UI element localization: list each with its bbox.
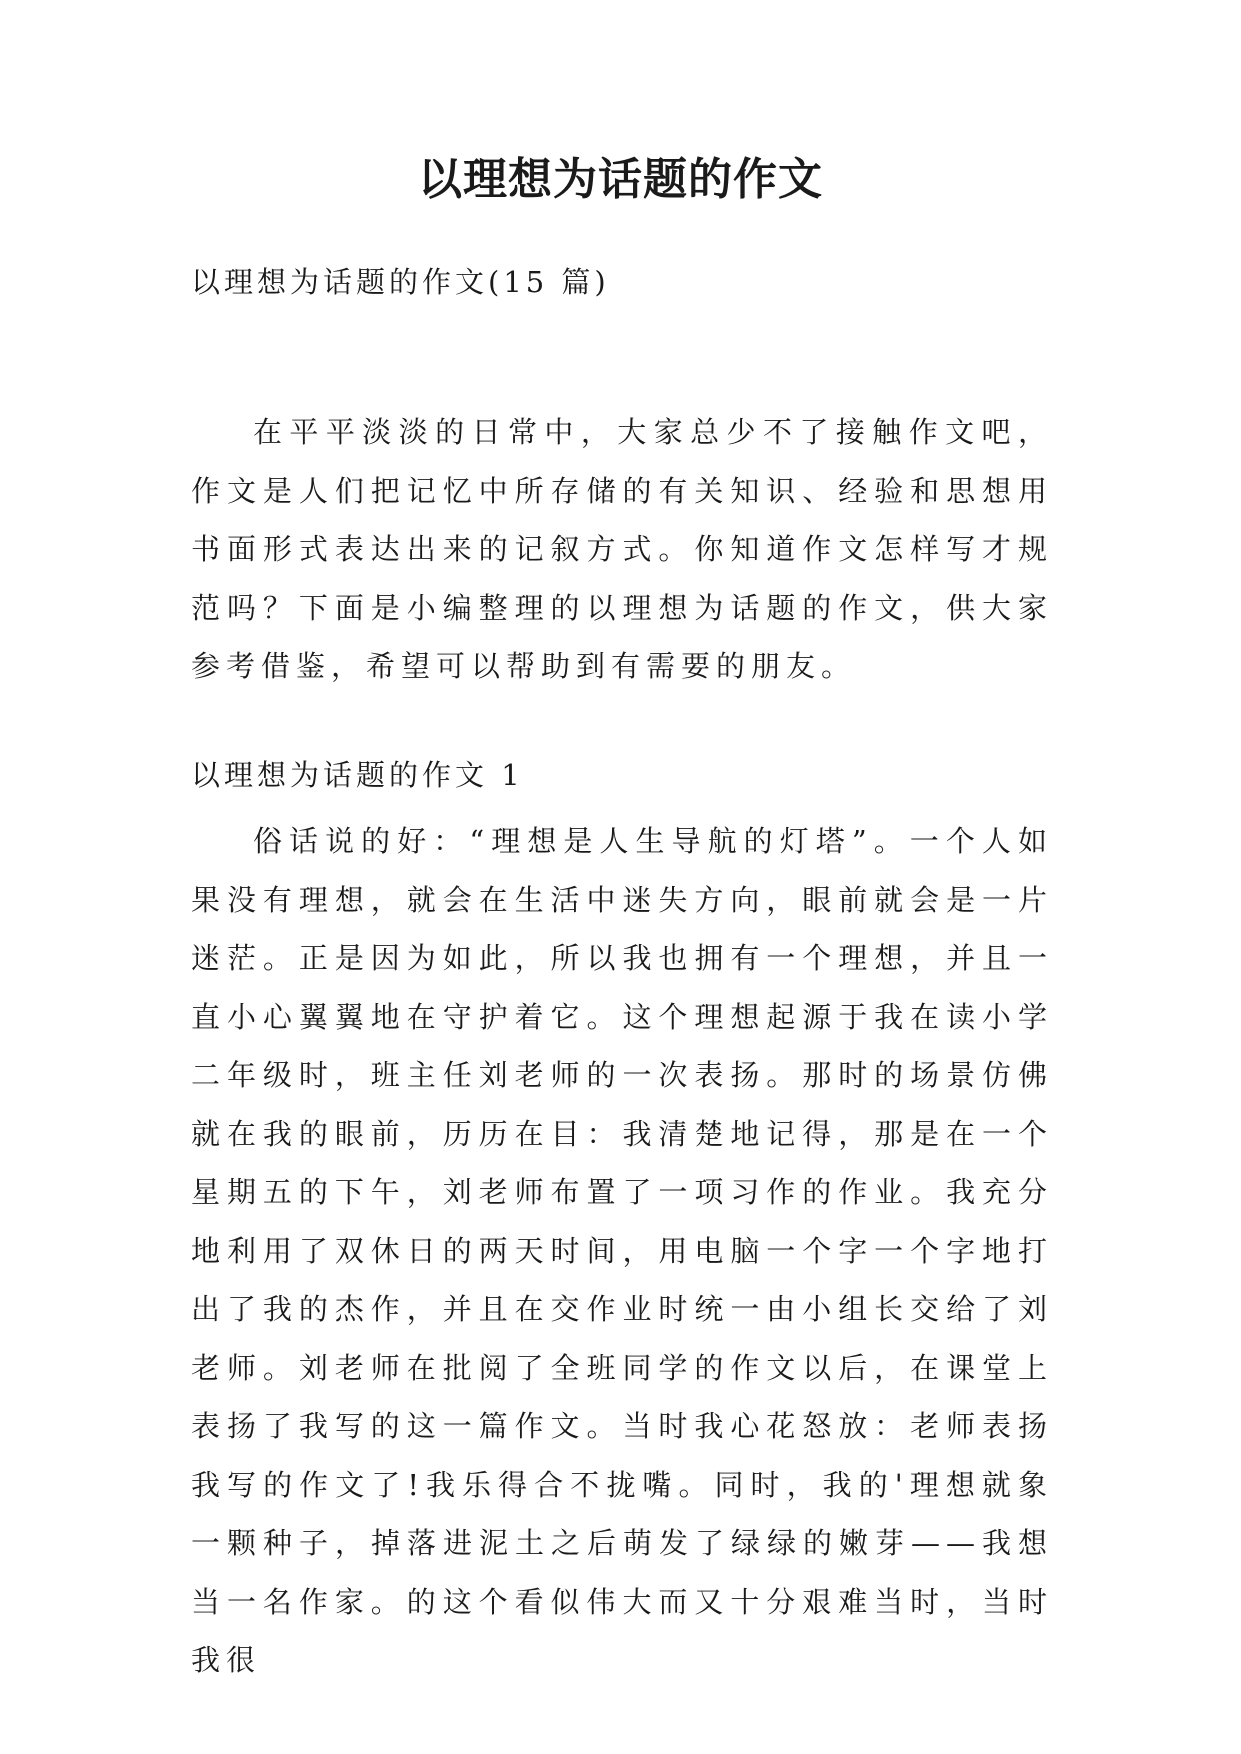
section-body: 俗话说的好：“理想是人生导航的灯塔”。一个人如果没有理想，就会在生活中迷失方向，眼前就会是一片迷茫。正是因为如此，所以我也拥有一个理想，并且一直小心翼翼地在守护着它。这个理想起源于我在读小学二年级时，班主任刘老师的一次表扬。那时的场景仿佛就在我的眼前，历历在目：我清楚地记得，那是在一个星期五的下午，刘老师布置了一项习作的作业。我充分地利用了双休日的两天时间，用电脑一个字一个字地打出了我的杰作，并且在交作业时统一由小组长交给了刘老师。刘老师在批阅了全班同学的作文以后，在课堂上表扬了我写的这一篇作文。当时我心花怒放：老师表扬我写的作文了!我乐得合不拢嘴。同时，我的'理想就象一颗种子，掉落进泥土之后萌发了绿绿的嫩芽——我想当一名作家。的这个看似伟大而又十分艰难当时，当时我很 xyxy=(191,824,1053,1677)
document-subtitle: 以理想为话题的作文(15 篇) xyxy=(191,265,610,299)
document-title: 以理想为话题的作文 xyxy=(418,154,823,205)
section-heading: 以理想为话题的作文 1 xyxy=(191,758,524,792)
intro-paragraph: 在平平淡淡的日常中，大家总少不了接触作文吧，作文是人们把记忆中所存储的有关知识、经验和思想用书面形式表达出来的记叙方式。你知道作文怎样写才规范吗？下面是小编整理的以理想为话题的作文，供大家参考借鉴，希望可以帮助到有需要的朋友。 xyxy=(191,415,1053,683)
